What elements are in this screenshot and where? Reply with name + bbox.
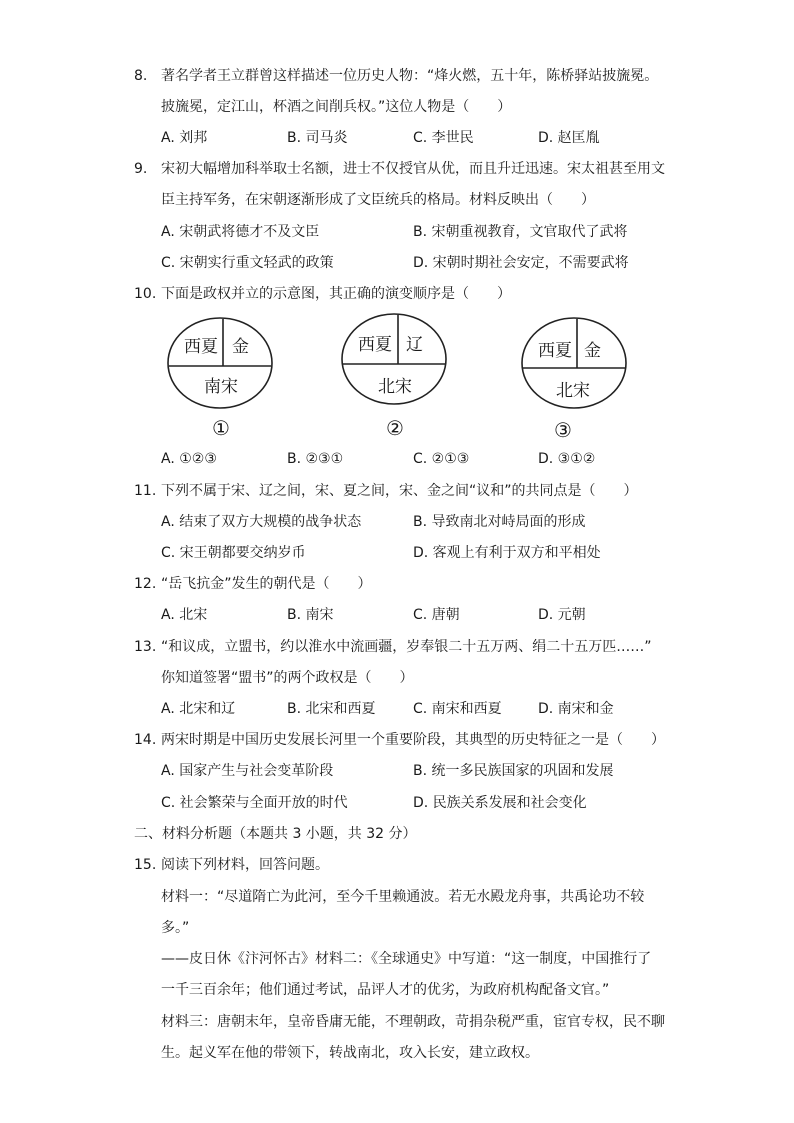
diagram-1-circle (166, 316, 274, 412)
question-12-text-line1: “岳飞抗金”发生的朝代是（ ） (161, 576, 372, 592)
question-8-option-c: C. 李世民 (413, 130, 474, 146)
question-12-option-a: A. 北宋 (161, 607, 208, 623)
diagram-2-bottom-label: 北宋 (378, 377, 412, 397)
material-3-line2: 生。起义军在他的带领下，转战南北，攻入长安，建立政权。 (161, 1045, 539, 1061)
material-1-line1: 材料一：“尽道隋亡为此河，至今千里赖通波。若无水殿龙舟事，共禹论功不较 (161, 889, 645, 905)
diagram-2-left-label: 西夏 (358, 335, 392, 355)
diagram-3 (520, 316, 628, 446)
question-11-option-d: D. 客观上有利于双方和平相处 (413, 545, 601, 561)
question-13-option-a: A. 北宋和辽 (161, 701, 236, 717)
question-15-intro: 阅读下列材料，回答问题。 (161, 857, 329, 873)
question-14-number: 14. (134, 732, 157, 748)
question-13-text-line2: 你知道签署“盟书”的两个政权是（ ） (161, 670, 414, 686)
question-9-option-c: C. 宋朝实行重文轻武的政策 (161, 255, 334, 271)
question-14-option-d: D. 民族关系发展和社会变化 (413, 795, 587, 811)
question-8-option-b: B. 司马炎 (287, 130, 348, 146)
question-9-option-a: A. 宋朝武将德才不及文臣 (161, 224, 320, 240)
diagram-2 (340, 312, 448, 442)
diagram-3-bottom-label: 北宋 (556, 381, 590, 401)
section-2-heading: 二、材料分析题（本题共 3 小题，共 32 分） (134, 826, 417, 842)
question-10-number: 10. (134, 286, 157, 302)
question-14-option-a: A. 国家产生与社会变革阶段 (161, 763, 334, 779)
question-11-option-c: C. 宋王朝都要交纳岁币 (161, 545, 306, 561)
diagram-2-number: ② (386, 416, 404, 440)
question-12-option-c: C. 唐朝 (413, 607, 460, 623)
question-9-text-line2: 臣主持军务，在宋朝逐渐形成了文臣统兵的格局。材料反映出（ ） (161, 192, 595, 208)
material-2-line1: ——皮日休《汴河怀古》材料二：《全球通史》中写道：“这一制度，中国推行了 (161, 951, 652, 967)
question-9-option-b: B. 宋朝重视教育，文官取代了武将 (413, 224, 628, 240)
question-9-option-d: D. 宋朝时期社会安定，不需要武将 (413, 255, 629, 271)
material-3-line1: 材料三：唐朝末年，皇帝昏庸无能，不理朝政，苛捐杂税严重，宦官专权，民不聊 (161, 1014, 665, 1030)
question-14-text-line1: 两宋时期是中国历史发展长河里一个重要阶段，其典型的历史特征之一是（ ） (161, 732, 665, 748)
diagram-2-right-label: 辽 (406, 335, 423, 355)
diagram-1-right-label: 金 (232, 337, 249, 357)
question-13-number: 13. (134, 639, 157, 655)
material-2-line2: 一千三百余年；他们通过考试，品评人才的优劣，为政府机构配备文官。” (161, 982, 610, 998)
question-11-text-line1: 下列不属于宋、辽之间，宋、夏之间，宋、金之间“议和”的共同点是（ ） (161, 483, 638, 499)
diagram-3-right-label: 金 (584, 341, 601, 361)
question-8-text-line2: 披旒冕，定江山，杯酒之间削兵权。”这位人物是（ ） (161, 99, 512, 115)
question-13-option-b: B. 北宋和西夏 (287, 701, 376, 717)
question-11-option-b: B. 导致南北对峙局面的形成 (413, 514, 586, 530)
question-8-number: 8. (134, 68, 148, 84)
question-12-option-b: B. 南宋 (287, 607, 334, 623)
question-13-text-line1: “和议成，立盟书，约以淮水中流画疆，岁奉银二十五万两、绢二十五万匹……” (161, 639, 652, 655)
question-13-option-d: D. 南宋和金 (538, 701, 614, 717)
question-9-number: 9. (134, 161, 148, 177)
question-10-option-b: B. ②③① (287, 451, 344, 467)
question-15-number: 15. (134, 857, 157, 873)
question-8-text-line1: 著名学者王立群曾这样描述一位历史人物：“烽火燃，五十年，陈桥驿站披旒冕。 (161, 68, 659, 84)
question-8-option-d: D. 赵匡胤 (538, 130, 600, 146)
question-12-option-d: D. 元朝 (538, 607, 586, 623)
question-12-number: 12. (134, 576, 157, 592)
question-10-text-line1: 下面是政权并立的示意图，其正确的演变顺序是（ ） (161, 286, 511, 302)
diagram-1-bottom-label: 南宋 (204, 377, 238, 397)
diagram-3-left-label: 西夏 (538, 341, 572, 361)
diagram-1-number: ① (212, 416, 230, 440)
question-14-option-c: C. 社会繁荣与全面开放的时代 (161, 795, 348, 811)
diagram-1 (166, 316, 274, 446)
material-1-line2: 多。” (161, 920, 190, 936)
question-11-number: 11. (134, 483, 157, 499)
diagram-3-number: ③ (554, 418, 572, 442)
question-14-option-b: B. 统一多民族国家的巩固和发展 (413, 763, 614, 779)
question-10-option-c: C. ②①③ (413, 451, 470, 467)
question-10-option-a: A. ①②③ (161, 451, 217, 467)
question-8-option-a: A. 刘邦 (161, 130, 208, 146)
question-13-option-c: C. 南宋和西夏 (413, 701, 502, 717)
diagram-1-left-label: 西夏 (184, 337, 218, 357)
question-10-option-d: D. ③①② (538, 451, 596, 467)
question-9-text-line1: 宋初大幅增加科举取士名额，进士不仅授官从优，而且升迁迅速。宋太祖甚至用文 (161, 161, 665, 177)
question-11-option-a: A. 结束了双方大规模的战争状态 (161, 514, 362, 530)
